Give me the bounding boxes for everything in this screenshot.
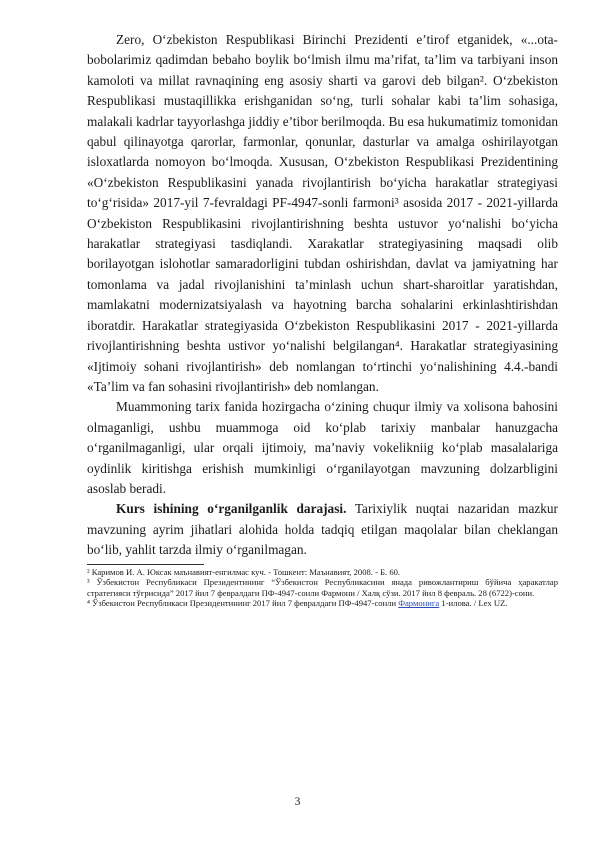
footnote-text-tail: 1-илова. / Lex UZ. bbox=[439, 598, 508, 609]
footnote-3 bbox=[87, 577, 558, 598]
page-number: 3 bbox=[294, 796, 301, 808]
footnote-divider bbox=[87, 564, 204, 565]
paragraph-text: Muammoning tarix fanida hozirgacha o‘zining chuqur ilmiy va xolisona bahosini olmaganligi, ushbu muammoga oid ko‘plab tarixiy manbalar hanuzgacha o‘rganilmaganligi, ular orqali ijtimoiy, ma’naviy vokelikniig ko‘plab masalalariga oydinlik kiritishga erishish mumkinligi o‘rganilayotgan mavzuning dolzarbligini asoslab beradi. bbox=[87, 399, 558, 496]
paragraph-text: Zero, O‘zbekiston Respublikasi Birinchi Prezidenti e’tirof etganidek, «...ota-bobolarimiz qadimdan bebaho boylik bo‘lmish ilmu ma’rifat, ta’lim va tarbiyani inson kamoloti va millat ravnaqining eng asosiy sharti va garovi deb bilgan². O‘zbekiston Respublikasi mustaqillikka erishganidan so‘ng, turli sohalar kabi ta’lim sohasiga, malakali kadrlar tayyorlashga jiddiy e’tibor berilmoqda. Bu esa hukumatimiz tomonidan qabul qilinayotga qarorlar, farmonlar, qonunlar, dasturlar va amalga oshirilayotgan isloxatlarda nomoyon bo‘lmoqda. Xususan, O‘zbekiston Respublikasi Prezidentining «O‘zbekiston Respublikasini yanada rivojlantirish bo‘yicha harakatlar strategiyasi to‘g‘risida» 2017-yil 7-fevraldagi PF-4947-sonli farmoni³ asosida 2017 - 2021-yillarda O‘zbekiston Respublikasini rivojlantirishning beshta ustuvor yo‘nalishi bo‘yicha harakatlar strategiyasi tasdiqlandi. Xarakatlar strategiyasining maqsadi olib borilayotgan islohotlar samaradorligini tubdan oshirishdan, davlat va jamiyatning har tomonlama va jadal rivojlanishini ta’minlash uchun shart-sharoitlar yaratishdan, mamlakatni modernizatsiyalash va hayotning barcha sohalarini erkinlashtirishdan iboratdir. Harakatlar strategiyasida O‘zbekiston Respublikasini 2017 - 2021-yillarda rivojlantirishning beshta ustivor yo‘nalishi belgilangan⁴. Harakatlar strategiyasining «Ijtimoiy sohani rivojlantirish» deb nomlangan to‘rtinchi yo‘nalishining 4.4.-bandi «Ta’lim va fan sohasini rivojlantirish» deb nomlangan. bbox=[87, 32, 558, 394]
footnote-text: ² Каримов И. А. Юксак маънавият-енгилмас куч. - Тошкент: Маънавият, 2008. - Б. 60. bbox=[87, 566, 401, 577]
paragraph-study-level bbox=[87, 499, 558, 560]
footnote-link-farmon[interactable]: Фармонига bbox=[398, 598, 440, 609]
document-page bbox=[87, 30, 558, 609]
paragraph-lead-heading: Kurs ishining o‘rganilganlik darajasi. bbox=[116, 501, 347, 517]
paragraph-text: Tarixiylik nuqtai nazaridan mazkur mavzuning ayrim jihatlari alohida holda tadqiq etilgan maqolalar bilan cheklangan bo‘lib, yahlit tarzda ilmiy o‘rganilmagan. bbox=[87, 501, 558, 558]
paragraph-relevance bbox=[87, 397, 558, 499]
footnote-4 bbox=[87, 598, 558, 609]
footnote-text: ³ Ўзбекистон Республикаси Президентининг “Ўзбекистон Республикасини янада ривожлантириш бўйича ҳаракатлар стратегияси тўғрисида” 2017 йил 7 февралдаги ПФ-4947-сонли Фармони / Халқ сўзи. 2017 йил 8 февраль. 28 (6722)-сони. bbox=[87, 577, 558, 598]
footnote-2 bbox=[87, 567, 558, 578]
paragraph-intro bbox=[87, 30, 558, 397]
footnote-text: ⁴ Ўзбекистон Республикаси Президентининг 2017 йил 7 февралдаги ПФ-4947-сонли bbox=[87, 598, 399, 609]
